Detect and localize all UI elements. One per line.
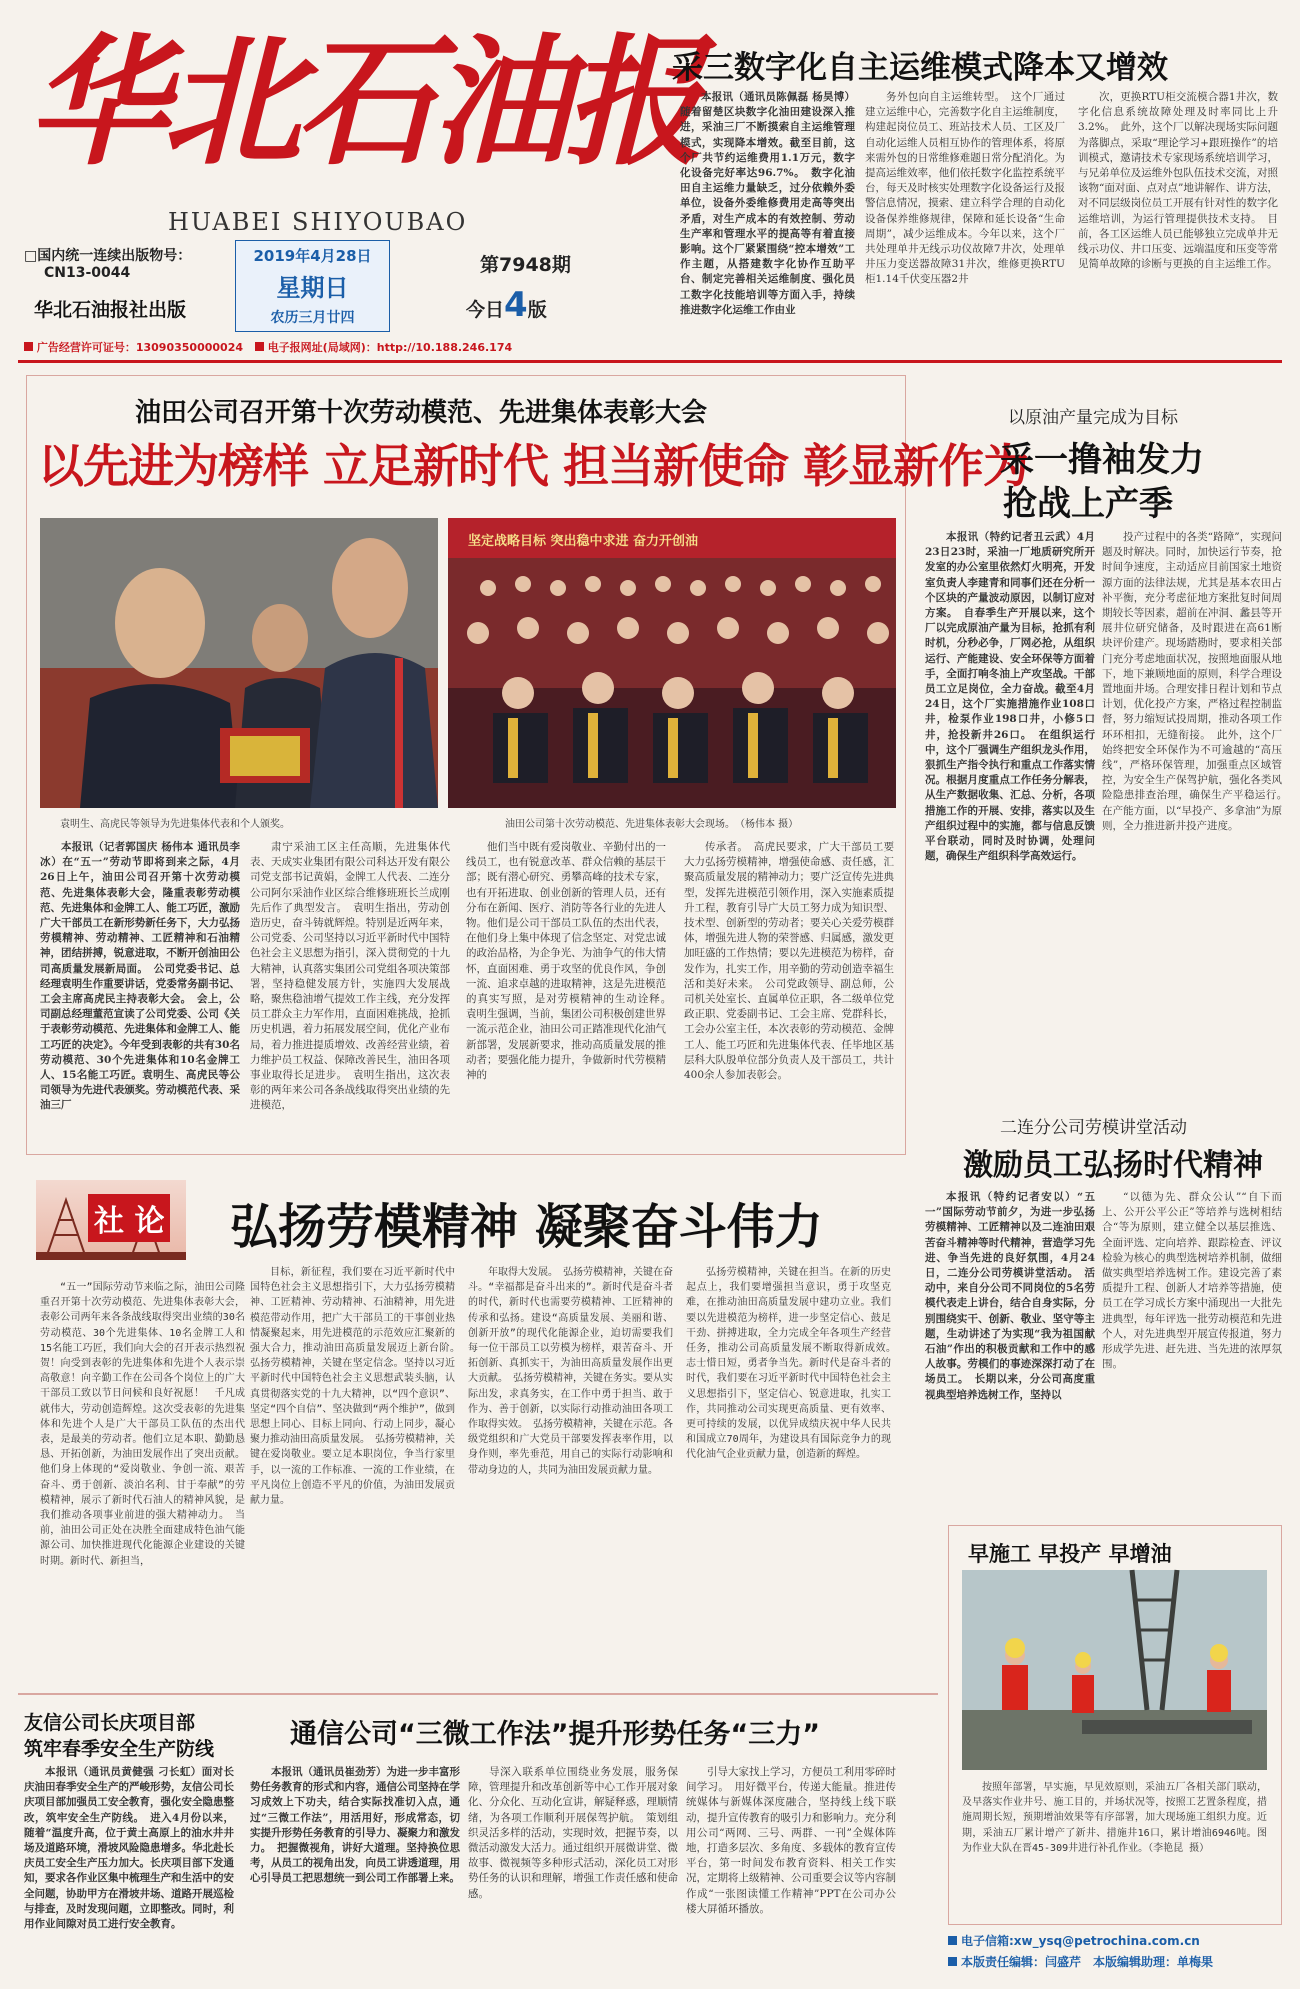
bottom-mid-col3 [686,1765,896,1970]
feature-text-3: 他们当中既有爱岗敬业、辛勤付出的一线员工，也有锐意改革、群众信赖的基层干部；既有潜心研究、勇攀高峰的技术专家，也有开拓进取、创业创新的管理人员，还有分布在新闻、医疗、消防等各行业的先进人物。他们是公司干部员工队伍的杰出代表，在他们身上集中体现了信念坚定、对党忠诚的政治品格，为企争光、为油争气的伟大情怀，直面困难、勇于攻坚的优良作风，争创一流、追求卓越的进取精神，这是先进模范的真实写照，是对劳模精神的生动诠释。 袁明生强调，当前，集团公司积极创建世界一流示范企业，油田公司正踏准现代化油气新部署，发展新要求，推动高质量发展的推动者；要强化能力提升，争做新时代劳模精神的 [466,841,677,1082]
publisher: 华北石油报社出版 [34,299,187,321]
editorial-text-4: 弘扬劳模精神，关键在担当。在新的历史起点上，我们要增强担当意识，勇于攻坚克难，在推动油田高质量发展中建功立业。我们要以先进模范为榜样，进一步坚定信心、鼓足干劲、拼搏进取，全力完成全年各项生产经营任务，推动公司高质量发展不断取得新成效。 志士惜日短，勇者争当先。新时代是奋斗者的时代，我们要在习近平新时代中国特色社会主义思想指引下，坚定信心、锐意进取，扎实工作，共同推动公司实现更高质量、更有效率、更可持续的发展，以优异成绩庆祝中华人民共和国成立70周年，为建设具有国际竞争力的现代化油气企业贡献力量，创造新的辉煌。 [686,1267,901,1461]
right-story1-col2 [1102,530,1293,1110]
editorial-col4 [686,1265,901,1680]
editorial-text-3: 年取得大发展。 弘扬劳模精神，关键在奋斗。“幸福都是奋斗出来的”。新时代是奋斗者的时代，新时代也需要劳模精神、工匠精神的传承和弘扬。建设“高质量发展、美丽和谐、创新开放”的现代化能源企业，迫切需要我们每一位干部员工以劳模为榜样，艰苦奋斗、开拓创新、真抓实干，为油田高质量发展作出更大贡献。 弘扬劳模精神，关键在务实。要从实际出发，求真务实，在工作中勇于担当、敢于作为、善于创新，以实际行动推动油田各项工作取得实效。 弘扬劳模精神，关键在示范。各级党组织和广大党员干部要发挥表率作用，以身作则，率先垂范，用自己的实际行动影响和带动身边的人，共同为油田发展贡献力量。 [468,1267,673,1476]
bottom-left-col1 [24,1765,234,1970]
bottom-left-title-2: 筑牢春季安全生产防线 [24,1738,215,1760]
photo-story-title: 早施工 早投产 早增油 [968,1542,1172,1566]
feature-kicker: 油田公司召开第十次劳动模范、先进集体表彰大会 [135,398,708,428]
award-photo-caption: 袁明生、高虎民等领导为先进集体代表和个人颁奖。 [60,819,290,830]
bottom-divider [18,1693,938,1695]
editorial-text-2: 目标，新征程，我们要在习近平新时代中国特色社会主义思想指引下，大力弘扬劳模精神、工匠精神、劳动精神、石油精神，用先进模范带动作用，把广大干部员工的干事创业热情凝聚起来，用先进模范的示范效应汇聚新的强大合力，推动油田高质量发展迈上新台阶。 弘扬劳模精神，关键在坚定信念。坚持以习近平新时代中国特色社会主义思想武装头脑，认真贯彻落实党的十九大精神，以“四个意识”、坚定“四个自信”、坚决做到“两个维护”，做到思想上同心、目标上同向、行动上同步，凝心聚力推动油田高质量发展。 弘扬劳模精神，关键在爱岗敬业。要立足本职岗位，争当行家里手，以一流的工作标准、一流的工作业绩，在平凡岗位上创造不平凡的价值，为油田发展贡献力量。 [250,1267,465,1507]
editorial-text-1: “五一”国际劳动节来临之际，油田公司隆重召开第十次劳动模范、先进集体表彰大会，表彰公司两年来各条战线取得突出业绩的30名劳动模范、30个先进集体、10名金牌工人和15名能工巧匠，我们向大会的召开表示热烈祝贺！向受到表彰的先进集体和先进个人表示崇高敬意！向辛勤工作在公司各个岗位上的广大干部员工致以节日问候和良好祝愿！ 千凡成就伟大，劳动创造辉煌。这次受表彰的先进集体和先进个人是广大干部员工队伍的杰出代表，是最美的劳动者。他们立足本职、勤勤恳恳、开拓创新，为油田发展作出了突出贡献。他们身上体现的“爱岗敬业、争创一流、艰苦奋斗、勇于创新、淡泊名利、甘于奉献”的劳模精神，展示了新时代石油人的精神风貌，是我们推动各项事业前进的强大精神动力。 当前，油田公司正处在决胜全面建成特色油气能源公司、加快推进现代化能源企业建设的关键时期。新时代、新担当， [40,1282,245,1567]
top-story-text-3: 次，更换RTU柜交流模合器1井次，数字化信息系统故障处理及时率同比上升3.2%。 此外，这个厂以解决现场实际问题为落脚点，采取“理论学习+跟班操作”的培训模式，邀请技术专家现场系统培训学习，与兄弟单位及运维外包队伍技术交流，对照该物“面对面、点对点”地讲解作、讲方法，对不同层级岗位员工开展有针对性的数字化运维培训，为运行管理提供技术支持。 目前，各工区运维人员已能够独立完成单井无线示功仪、井口压变、远端温度和压变等常见简单故障的诊断与更换的自主运维工作。 [1078,91,1278,271]
page-count-prefix: 今日 [466,299,505,321]
conference-banner: 坚定战略目标 突出稳中求进 奋力开创油 [468,534,699,549]
bottom-mid-title: 通信公司“三微工作法”提升形势任务“三力” [290,1719,820,1750]
issn-block [24,245,234,281]
feature-headline: 以先进为榜样 立足新时代 担当新使命 彰显新作为 [38,439,1029,493]
feature-col1 [40,840,240,1150]
square-icon [948,1936,957,1945]
conference-photo-image [448,518,896,808]
editorial-col1 [40,1280,245,1680]
masthead-divider [18,360,1282,363]
right-story1-text-2: 投产过程中的各类“路障”，实现问题及时解决。同时，加快运行节奏，抢时间争速度，主动适应目前国家土地资源方面的法律法规，尤其是基本农田占补平衡，充分考虑征地方案批复时间周期较长等因素，超前在冲洞、蠡县等开展井位研究储备，及时跟进在高61断块评价建产。现场踏勘时，要求相关部门充分考虑地面状况，按照地面服从地下，地下兼顾地面的原则，科学合理设置地面井场。合理安排日程计划和节点计划，优化投产方案，严格过程控制监督，努力缩短试投周期，推动各项工作环环相扣，无缝衔接。 此外，这个厂始终把安全环保作为不可逾越的“高压线”，严格环保管理，加强重点区域管控，为安全生产保驾护航，强化各类风险隐患排查治理，确保生产平稳运行。 在产能方面，以“早投产、多拿油”为原则，全力推进新井投产进度。 [1102,531,1293,832]
editorial-tag-box [36,1180,186,1260]
feature-col2 [250,840,450,1150]
masthead-title: 华北石油报 [28,21,699,185]
square-icon [948,1957,957,1966]
right-story2-title: 激励员工弘扬时代精神 [963,1148,1263,1183]
epaper-url: 电子报网址(局域网)：http://10.188.246.174 [267,341,513,354]
workover-photo-image [962,1570,1267,1770]
conference-photo-caption: 油田公司第十次劳动模范、先进集体表彰大会现场。 （杨伟本 摄） [505,819,799,830]
feature-col3 [466,840,677,1150]
square-icon [255,342,264,351]
page-count-suffix: 版 [527,299,547,321]
photo-story-caption-text: 按照年部署，早实施，早见效原则，采油五厂各相关部门联动，及早落实作业井号、施工目的，并场状况等，按照工艺置条程度，措施周期长短，预期增油效果等有序部署，加大现场施工组织力度。近期，采油五厂累计增产了新井、措施井16口，累计增油6946吨。图为作业大队在晋45-309井进行补孔作业。（李艳昆 摄） [962,1782,1267,1854]
conference-photo [448,518,896,808]
issn-label: □国内统一连续出版物号： [24,248,192,264]
right-story2-text-2: “以德为先、群众公认”“自下而上、公开公平公正”等培养与选树相结合“等为原则，建立健全以基层推选、全面评选、定向培养、跟踪检查、评议检验为核心的典型选树培养机制，做细做实典型培养选树工作。建设完善了素质提升工程、创新人才培养等措施，使员工在学习成长方案中涌现出一大批先进典型，每年评选一批劳动模范和先进个人，对先进典型开展宣传报道，努力形成学先进、赶先进、当先进的浓厚氛围。 [1102,1191,1282,1371]
top-story-text-1: 本报讯（通讯员陈佩磊 杨昊博）随着留楚区块数字化油田建设深入推进，采油三厂不断摸索自主运维管理模式，实现降本增效。截至目前，这个厂共节约运维费用1.1万元，数字化设备完好率达96.7%。 数字化油田自主运维力量缺乏，过分依赖外委单位，设备外委维修费用走高等突出矛盾，对生产成本的有效控制、劳动生产率和管理水平的提高等有着直接影响。这个厂紧紧围绕“控本增效”工作主题，从搭建数字化协作互助平台、制定完善相关运维制度、强化员工数字化技能培训等方面入手，持续推进数字化运维工作由业 [680,91,855,316]
bottom-mid-col1 [250,1765,460,1970]
workover-photo [962,1570,1267,1770]
top-story-text-2: 务外包向自主运维转型。 这个厂通过建立运维中心，完善数字化自主运维制度，构建起岗位员工、班站技术人员、工区及厂自动化运维人员相互协作的管理体系，将原来需外包的日常维修难题日常分配消化。为提高运维效率，他们依托数字化监控系统平台，每天及时核实处理数字化设备运行及报警信息情况，摸索、建立科学合理的自动化设备保养维修规律，保障和延长设备“生命周期”，减少运维成本。今年以来，这个厂共处理单井无线示功仪故障7井次，处理单井压力变送器故障31井次，维修更换RTU柜1.14千伏变压器2井 [865,91,1065,286]
right-story2-text-1: 本报讯（特约记者安以）“五一”国际劳动节前夕，为进一步弘扬劳模精神、工匠精神以及二连油田艰苦奋斗精神等时代精神，营造学习先进、争当先进的良好氛围，4月24日，二连分公司劳模讲堂活动。 活动中，来自分公司不同岗位的5名劳模代表走上讲台，结合自身实际，分别围绕实干、创新、敬业、坚守等主题，生动讲述了为实现“我为祖国献石油”作出的积极贡献和工作中的感人故事。劳模们的事迹深深打动了在场员工。 长期以来，分公司高度重视典型培养选树工作，坚持以 [925,1191,1095,1401]
weekday: 星期日 [276,274,349,302]
top-story-col1 [680,90,855,350]
date-box [235,240,390,332]
editorial-tag: 社 论 [88,1194,170,1242]
footer-editor-row [948,1953,1282,1970]
bottom-left-text: 本报讯（通讯员黄健强 刁长虹）面对长庆油田春季安全生产的严峻形势，友信公司长庆项目部加强员工安全教育，强化安全隐患整改，筑牢安全生产防线。 进入4月份以来，随着“温度升高，位于黄土高原上的油水井井场及道路环境，滑坡风险隐患增多。华北赴长庆员工安全生产压力加大。长庆项目部下发通知，要求各作业区集中梳理生产和生活中的安全问题，协助甲方在滑坡井场、道路开展巡检与排查，及时发现问题，立即整改。同时，利用作业间隙对员工进行安全教育。 [24,1766,234,1931]
photo-story-caption [962,1780,1267,1920]
footer [948,1932,1282,1970]
editorial-col3 [468,1265,673,1680]
top-story-col2 [865,90,1065,350]
bottom-mid-text-3: 引导大家找上学习，方便员工利用零碎时间学习。 用好微平台，传递大能量。推进传统媒体与新媒体深度融合，坚持线上线下联动，提升宣传教育的吸引力和影响力。充分利用公司“两网、三号、两群、一刊”全媒体阵地，打造多层次、多角度、多载体的教育宣传平台，第一时间发布教育资料、相关工作实况，定期将上级精神、公司重要会议等内容制作成“一张图读懂工作精神”PPT在公司办公楼大屏循环播放。 [686,1766,896,1915]
right-story1-text-1: 本报讯（特约记者丑云武）4月23日23时，采油一厂地质研究所开发室的办公室里依然灯火明亮，开发室负责人李建青和同事们还在分析一个区块的产量波动原因，以制订应对方案。 自春季生产开展以来，这个厂以完成原油产量为目标，抢抓有利时机，分秒必争，厂网必抢，从组织运行、产能建设、安全环保等方面着手，全面打响冬油上产攻坚战。干部员工立足岗位，全力奋战。截至4月24日，这个厂实施措施作业108口井，检泵作业198口井，小修5口井，抢投新井26口。 在组织运行中，这个厂强调生产组织龙头作用，狠抓生产指令执行和重点工作落实情况。根据月度重点工作任务分解表，从生产数据收集、汇总、分析，各项措施工作的开展、安排，落实以及生产组织过程中的实施，都与信息反馈平台联动，同时及时协调，处理问题，确保生产组织科学高效运行。 [925,531,1095,863]
license: 广告经营许可证号：13090350000024 [36,341,243,354]
footer-editor: 本版责任编辑：闫盛芹 本版编辑助理：单梅果 [961,1955,1214,1969]
editorial-col2 [250,1265,465,1680]
feature-col4 [684,840,894,1150]
right-story1-col1 [925,530,1095,1110]
bottom-mid-text-2: 导深入联系单位围绕业务发展，服务保障，管理提升和改革创新等中心工作开展对象化、分众化、互动化宣讲，解疑释惑，理顺情绪，为各项工作顺利开展保驾护航。 策划组织灵活多样的活动，实现时效，把握节奏，以微活动激发大活力。通过组织开展微讲堂、微故事、微视频等多种形式活动，深化员工对形势任务的认识和理解，增强工作责任感和使命感。 [468,1766,678,1900]
top-story-col3 [1078,90,1278,350]
right-story2-col2 [1102,1190,1282,1530]
bottom-left-title-1: 友信公司长庆项目部 [24,1712,196,1734]
footer-email: 电子信箱:xw_ysq@petrochina.com.cn [961,1934,1200,1948]
masthead-pinyin: HUABEI SHIYOUBAO [168,208,468,236]
feature-text-1: 本报讯（记者郭国庆 杨伟本 通讯员李冰）在“五一”劳动节即将到来之际，4月26日上午，油田公司召开第十次劳动模范、先进集体表彰大会，隆重表彰劳动模范、先进集体和金牌工人、能工巧匠，激励广大干部员工在新形势新任务下，大力弘扬劳模精神、劳动精神、工匠精神和石油精神，团结拼搏，锐意进取，不断开创油田公司高质量发展新局面。 公司党委书记、总经理袁明生作重要讲话，党委常务副书记、工会主席高虎民主持表彰大会。 会上，公司副总经理董范宣读了公司党委、公司《关于表彰劳动模范、先进集体和金牌工人、能工巧匠的决定》。今年受到表彰的共有30名劳动模范、30个先进集体和10名金牌工人、15名能工巧匠。袁明生、高虎民等公司领导为先进代表颁奖。劳动模范代表、采油三厂 [40,841,240,1112]
right-story2-col1 [925,1190,1095,1530]
right-story1-title-2: 抢战上产季 [1003,484,1173,524]
page-count-number: 4 [504,285,528,325]
right-story1-title-1: 采一撸袖发力 [1000,440,1204,480]
award-photo [40,518,438,808]
issn-number: CN13-0044 [44,265,131,281]
right-story2-kicker: 二连分公司劳模讲堂活动 [1000,1118,1187,1138]
license-bar [24,339,659,357]
bottom-mid-text-1: 本报讯（通讯员崔劲芳）为进一步丰富形势任务教育的形式和内容，通信公司坚持在学习成效上下功夫，结合实际找准切入点，通过“三微工作法”，用活用好，形成常态，切实提升形势任务教育的引导力、凝聚力和激发力。 把握微视角，讲好大道理。坚持换位思考，从员工的视角出发，向员工讲透道理，用心引导员工把思想统一到公司工作部署上来。 [250,1766,460,1885]
award-photo-image [40,518,438,808]
footer-email-row [948,1932,1282,1949]
top-story-title: 采三数字化自主运维模式降本又增效 [672,50,1168,86]
editorial-title: 弘扬劳模精神 凝聚奋斗伟力 [230,1199,823,1255]
issue-number: 第7948期 [480,254,571,276]
lunar-date: 农历三月廿四 [270,310,355,326]
bottom-mid-col2 [468,1765,678,1970]
right-story1-kicker: 以原油产量完成为目标 [1008,408,1178,428]
square-icon [24,342,33,351]
feature-text-2: 肃宁采油工区主任高顺，先进集体代表、天成实业集团有限公司科达开发有限公司党支部书记黄娟，金牌工人代表、二连分公司阿尔采油作业区综合维修班班长兰成刚先后作了典型发言。 袁明生指出，劳动创造历史，奋斗铸就辉煌。特别是近两年来，公司党委、公司坚持以习近平新时代中国特色社会主义思想为指引，深入贯彻党的十九大精神，认真落实集团公司党组各项决策部署，坚持稳健发展方针，实施四大发展战略，聚焦稳油增气提效工作主线，充分发挥员工群众主力军作用，直面困难挑战，抢抓历史机遇，着力拓展发展空间，优化产业布局，着力推进提质增效、改善经营业绩，着力维护员工权益、保障改善民生，油田各项事业取得长足进步。 袁明生指出，这次表彰的两年来公司各条战线取得突出业绩的先进模范， [250,841,450,1112]
issue-date: 2019年4月28日 [253,247,372,265]
feature-text-4: 传承者。 高虎民要求，广大干部员工要大力弘扬劳模精神，增强使命感、责任感，汇聚高质量发展的精神动力；要广泛宣传先进典型，发挥先进模范引领作用，深入实施素质提升工程，教育引导广大员工努力成为知识型、技术型、创新型的劳动者；要关心关爱劳模群体，增强先进人物的荣誉感、归属感，激发更加旺盛的工作热情；要以先进模范为榜样，奋发作为，扎实工作，用辛勤的劳动创造幸福生活和美好未来。 公司党政领导、副总师，公司机关处室长、直属单位正职，各二级单位党政正职、党委副书记、工会主席、党群科长，工会办公室主任，本次表彰的劳动模范、金牌工人、能工巧匠和先进集体代表、任毕地区基层科大队殷单位部分负责人及干部员工，共计400余人参加表彰会。 [684,841,894,1082]
page-count [466,285,547,325]
